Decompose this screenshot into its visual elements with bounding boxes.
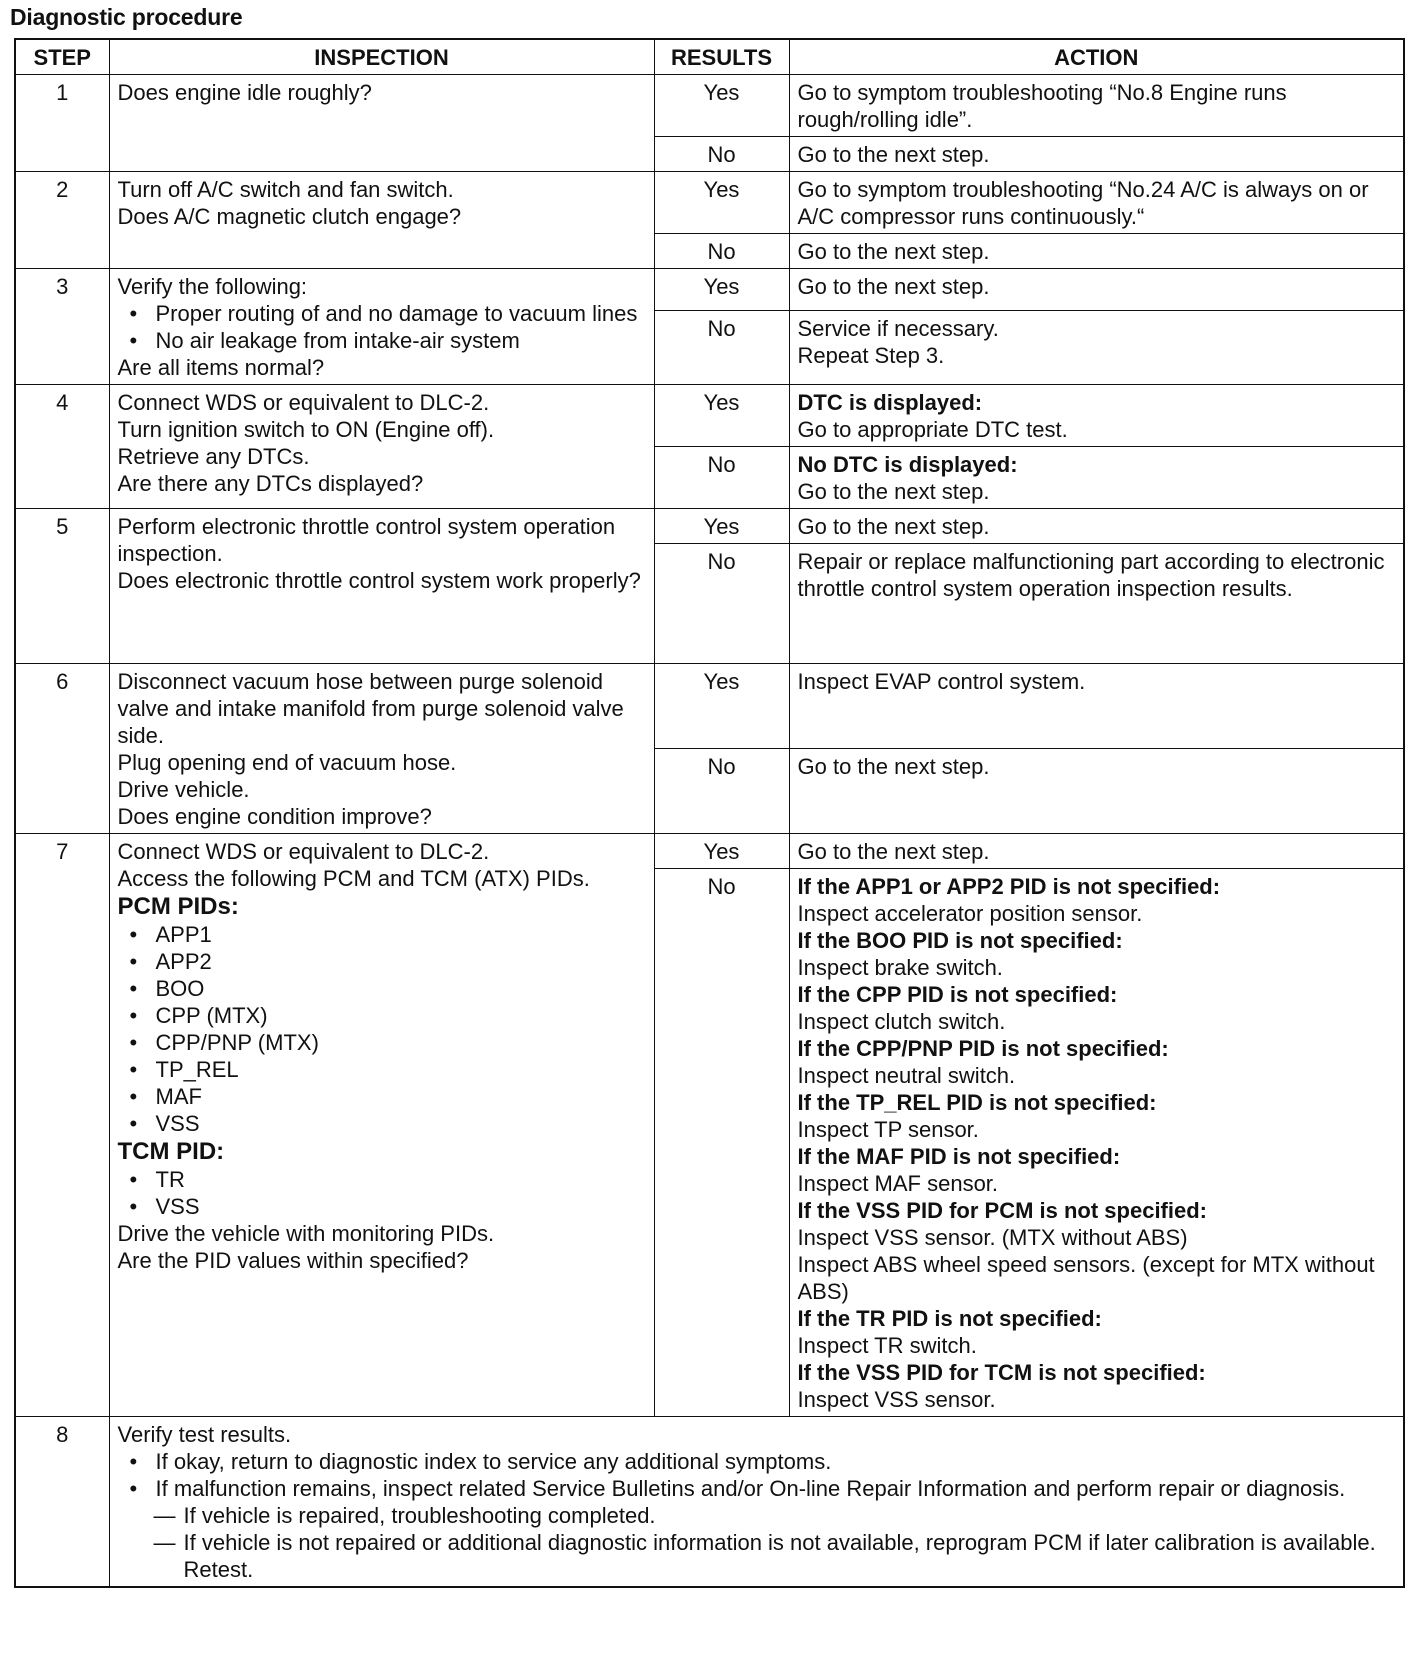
inspection-line: Access the following PCM and TCM (ATX) PIDs. bbox=[117, 866, 590, 891]
step-number: 2 bbox=[15, 172, 109, 269]
result-yes: Yes bbox=[654, 834, 789, 869]
tcm-pid-list bbox=[118, 1166, 646, 1220]
result-no: No bbox=[654, 310, 789, 384]
inspection-line: Verify the following: bbox=[117, 274, 308, 299]
inspection-line: Does A/C magnetic clutch engage? bbox=[117, 204, 462, 229]
action-heading: If the BOO PID is not specified: bbox=[797, 928, 1123, 953]
action-line: Go to symptom troubleshooting “No.8 Engine runs rough/rolling idle”. bbox=[797, 80, 1287, 132]
action-line: Go to the next step. bbox=[797, 479, 990, 504]
action-yes bbox=[789, 509, 1404, 544]
result-yes: Yes bbox=[654, 269, 789, 311]
list-item: • TP_REL bbox=[128, 1056, 646, 1083]
list-item: • If okay, return to diagnostic index to service any additional symptoms. bbox=[128, 1448, 1396, 1475]
pcm-pid-list bbox=[118, 921, 646, 1137]
action-no bbox=[789, 749, 1404, 834]
result-no: No bbox=[654, 544, 789, 664]
result-no: No bbox=[654, 869, 789, 1417]
step-number: 8 bbox=[15, 1417, 109, 1588]
inspection-line: Are the PID values within specified? bbox=[117, 1248, 469, 1273]
result-yes: Yes bbox=[654, 509, 789, 544]
inspection-line: Drive vehicle. bbox=[117, 777, 250, 802]
step-3-yes-row bbox=[15, 269, 1404, 311]
header-step: STEP bbox=[15, 39, 109, 75]
inspection-line: Does engine idle roughly? bbox=[117, 80, 372, 105]
inspection-line: Drive the vehicle with monitoring PIDs. bbox=[117, 1221, 495, 1246]
inspection-line: Are all items normal? bbox=[117, 355, 325, 380]
step-4-yes-row bbox=[15, 385, 1404, 447]
action-line: Inspect EVAP control system. bbox=[797, 669, 1086, 694]
step-inspection bbox=[109, 269, 654, 385]
step-number: 4 bbox=[15, 385, 109, 509]
step-number: 7 bbox=[15, 834, 109, 1417]
action-yes bbox=[789, 172, 1404, 234]
step-6-yes-row bbox=[15, 664, 1404, 749]
action-no bbox=[789, 869, 1404, 1417]
action-heading: If the CPP PID is not specified: bbox=[797, 982, 1118, 1007]
action-heading: If the VSS PID for TCM is not specified: bbox=[797, 1360, 1206, 1385]
action-no bbox=[789, 234, 1404, 269]
header-action: ACTION bbox=[789, 39, 1404, 75]
inspection-line: Retrieve any DTCs. bbox=[117, 444, 310, 469]
inspection-line: Does electronic throttle control system work properly? bbox=[117, 568, 641, 593]
action-line: Go to the next step. bbox=[797, 274, 990, 299]
step-inspection bbox=[109, 385, 654, 509]
action-line: Go to the next step. bbox=[797, 754, 990, 779]
result-yes: Yes bbox=[654, 75, 789, 137]
step-8-dashes bbox=[118, 1502, 1396, 1583]
result-yes: Yes bbox=[654, 385, 789, 447]
action-line: Service if necessary. bbox=[797, 315, 999, 341]
step-number: 6 bbox=[15, 664, 109, 834]
inspection-line: Verify test results. bbox=[117, 1422, 292, 1447]
action-line: Repeat Step 3. bbox=[797, 342, 945, 368]
action-heading: No DTC is displayed: bbox=[797, 452, 1018, 477]
result-no: No bbox=[654, 447, 789, 509]
list-item: • TR bbox=[128, 1166, 646, 1193]
action-line: Inspect MAF sensor. bbox=[797, 1171, 999, 1196]
inspection-line: Turn off A/C switch and fan switch. bbox=[117, 177, 454, 202]
action-heading: If the VSS PID for PCM is not specified: bbox=[797, 1198, 1207, 1223]
inspection-line: Turn ignition switch to ON (Engine off). bbox=[117, 417, 495, 442]
action-no bbox=[789, 310, 1404, 384]
page-title: Diagnostic procedure bbox=[10, 4, 243, 30]
list-item: — If vehicle is repaired, troubleshooting completed. bbox=[154, 1502, 1396, 1529]
list-item: • If malfunction remains, inspect related Service Bulletins and/or On-line Repair Information and perform repair or diagnosis. bbox=[128, 1475, 1396, 1502]
header-inspection: INSPECTION bbox=[109, 39, 654, 75]
action-heading: If the MAF PID is not specified: bbox=[797, 1144, 1121, 1169]
action-line: Go to the next step. bbox=[797, 839, 990, 864]
action-line: Inspect VSS sensor. bbox=[797, 1387, 996, 1412]
action-yes bbox=[789, 834, 1404, 869]
list-item: • MAF bbox=[128, 1083, 646, 1110]
step-inspection bbox=[109, 172, 654, 269]
action-line: Inspect clutch switch. bbox=[797, 1009, 1006, 1034]
step-number: 1 bbox=[15, 75, 109, 172]
result-no: No bbox=[654, 137, 789, 172]
inspection-line: Connect WDS or equivalent to DLC-2. bbox=[117, 390, 490, 415]
inspection-line: Plug opening end of vacuum hose. bbox=[117, 750, 457, 775]
action-line: Inspect accelerator position sensor. bbox=[797, 901, 1143, 926]
step-1-yes-row bbox=[15, 75, 1404, 137]
step-inspection bbox=[109, 509, 654, 664]
action-no bbox=[789, 447, 1404, 509]
action-line: Go to the next step. bbox=[797, 239, 990, 264]
action-heading: If the CPP/PNP PID is not specified: bbox=[797, 1036, 1169, 1061]
action-line: Go to the next step. bbox=[797, 142, 990, 167]
inspection-line: Disconnect vacuum hose between purge solenoid valve and intake manifold from purge solenoid valve side. bbox=[117, 669, 624, 748]
action-yes bbox=[789, 385, 1404, 447]
action-no bbox=[789, 544, 1404, 664]
action-line: Inspect brake switch. bbox=[797, 955, 1003, 980]
list-item: • CPP (MTX) bbox=[128, 1002, 646, 1029]
step-8-bullets bbox=[118, 1448, 1396, 1502]
action-line: Go to appropriate DTC test. bbox=[797, 417, 1068, 442]
result-no: No bbox=[654, 234, 789, 269]
result-yes: Yes bbox=[654, 172, 789, 234]
action-line: Go to symptom troubleshooting “No.24 A/C is always on or A/C compressor runs continuously.“ bbox=[797, 177, 1369, 229]
action-line: Go to the next step. bbox=[797, 514, 990, 539]
inspection-line: Perform electronic throttle control system operation inspection. bbox=[117, 514, 616, 566]
tcm-pid-heading: TCM PID: bbox=[117, 1138, 225, 1165]
step-7-yes-row bbox=[15, 834, 1404, 869]
step-number: 5 bbox=[15, 509, 109, 664]
step-inspection bbox=[109, 75, 654, 172]
list-item: • VSS bbox=[128, 1110, 646, 1137]
action-yes bbox=[789, 664, 1404, 749]
list-item: • BOO bbox=[128, 975, 646, 1002]
step-inspection bbox=[109, 834, 654, 1417]
step-number: 3 bbox=[15, 269, 109, 385]
inspection-line: Are there any DTCs displayed? bbox=[117, 471, 424, 496]
header-results: RESULTS bbox=[654, 39, 789, 75]
list-item: • CPP/PNP (MTX) bbox=[128, 1029, 646, 1056]
list-item: • APP2 bbox=[128, 948, 646, 975]
action-line: Inspect TR switch. bbox=[797, 1333, 977, 1358]
action-no bbox=[789, 137, 1404, 172]
inspection-line: Does engine condition improve? bbox=[117, 804, 432, 829]
step-8-row bbox=[15, 1417, 1404, 1588]
list-item: • Proper routing of and no damage to vacuum lines bbox=[128, 300, 646, 327]
action-line: Inspect TP sensor. bbox=[797, 1117, 979, 1142]
result-no: No bbox=[654, 749, 789, 834]
table-header-row bbox=[15, 39, 1404, 75]
action-yes bbox=[789, 75, 1404, 137]
action-yes bbox=[789, 269, 1404, 311]
action-line: Inspect neutral switch. bbox=[797, 1063, 1016, 1088]
action-line: Inspect VSS sensor. (MTX without ABS) bbox=[797, 1225, 1188, 1250]
inspection-line: Connect WDS or equivalent to DLC-2. bbox=[117, 839, 490, 864]
action-line: Repair or replace malfunctioning part according to electronic throttle control system operation inspection results. bbox=[797, 549, 1385, 601]
action-heading: If the APP1 or APP2 PID is not specified: bbox=[797, 874, 1221, 899]
action-heading: If the TP_REL PID is not specified: bbox=[797, 1090, 1157, 1115]
inspection-bullets bbox=[118, 300, 646, 354]
result-yes: Yes bbox=[654, 664, 789, 749]
action-line: Inspect ABS wheel speed sensors. (except for MTX without ABS) bbox=[797, 1252, 1375, 1304]
diagnostic-table bbox=[14, 38, 1405, 1588]
step-2-yes-row bbox=[15, 172, 1404, 234]
step-inspection bbox=[109, 664, 654, 834]
list-item: • APP1 bbox=[128, 921, 646, 948]
step-8-content bbox=[109, 1417, 1404, 1588]
action-heading: DTC is displayed: bbox=[797, 390, 983, 415]
pcm-pids-heading: PCM PIDs: bbox=[117, 893, 239, 920]
action-heading: If the TR PID is not specified: bbox=[797, 1306, 1102, 1331]
list-item: • No air leakage from intake-air system bbox=[128, 327, 646, 354]
step-5-yes-row bbox=[15, 509, 1404, 544]
list-item: — If vehicle is not repaired or additional diagnostic information is not available, reprogram PCM if later calibration is available. Retest. bbox=[154, 1529, 1396, 1583]
list-item: • VSS bbox=[128, 1193, 646, 1220]
